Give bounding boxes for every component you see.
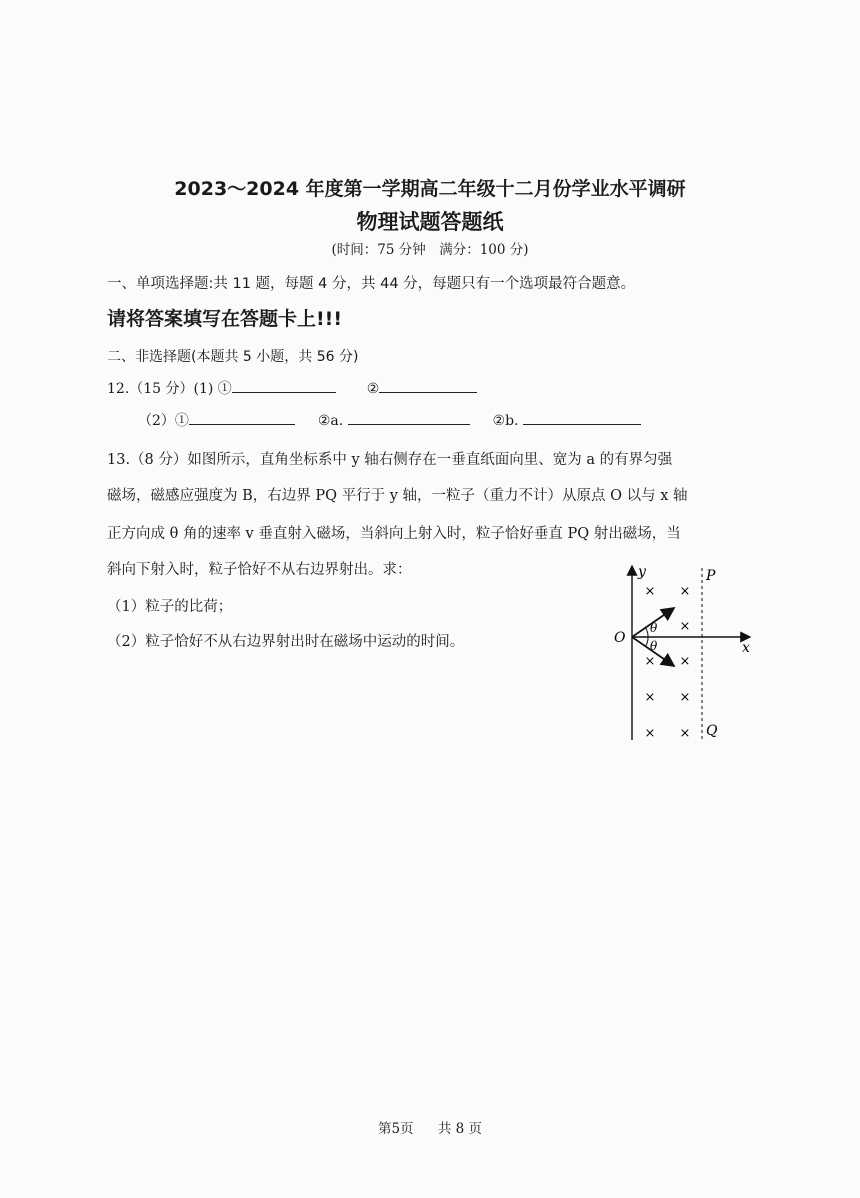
q-label: Q — [706, 723, 718, 739]
field-into-page-mark: × — [679, 654, 691, 669]
angle-arc-up — [645, 627, 648, 637]
field-into-page-mark: × — [644, 726, 656, 741]
section2-heading: 二、非选择题(本题共 5 小题，共 56 分) — [107, 349, 359, 365]
field-into-page-mark: × — [679, 726, 691, 741]
field-into-page-mark: × — [644, 690, 656, 705]
magnetic-field-figure — [608, 560, 768, 750]
time-info: (时间：75 分钟 满分：100 分) — [331, 242, 529, 258]
field-into-page-mark: × — [644, 584, 656, 599]
q12-line1 — [107, 378, 477, 398]
q13-text-line: 13.（8 分）如图所示，直角坐标系中 y 轴右侧存在一垂直纸面向里、宽为 a 的有界匀强 — [107, 452, 673, 468]
p-label: P — [706, 568, 716, 584]
field-into-page-mark: × — [679, 619, 691, 634]
q12-part2-label: （2）① — [138, 413, 189, 429]
q13-text-line: 正方向成 θ 角的速率 v 垂直射入磁场，当斜向上射入时，粒子恰好垂直 PQ 射出磁场，当 — [107, 526, 681, 542]
q12-line2 — [138, 410, 641, 430]
page-total: 共 8 页 — [437, 1121, 483, 1137]
theta-label-down: θ — [650, 639, 658, 653]
page-number: 第5页 — [377, 1121, 414, 1137]
q13-text-line: 斜向下射入时，粒子恰好不从右边界射出。求： — [107, 562, 412, 578]
angle-arc-down — [645, 637, 648, 647]
x-axis-label: x — [742, 640, 750, 656]
q12-part2-mark2a: ②a. — [317, 413, 344, 429]
q12-part1-label: 12.（15 分）(1) ① — [107, 381, 232, 397]
exam-title: 2023～2024 年度第一学期高二年级十二月份学业水平调研 — [174, 178, 686, 200]
answer-card-notice: 请将答案填写在答题卡上!!! — [107, 308, 342, 330]
q13-sub2: （2）粒子恰好不从右边界射出时在磁场中运动的时间。 — [107, 634, 465, 650]
q13-sub1: （1）粒子的比荷； — [107, 599, 233, 615]
q12-1-1-answer-blank[interactable] — [232, 378, 336, 393]
q12-2-2b-answer-blank[interactable] — [523, 410, 641, 425]
page-footer — [0, 1117, 860, 1137]
field-into-page-mark: × — [679, 584, 691, 599]
origin-label: O — [614, 630, 626, 646]
q13-text-line: 磁场，磁感应强度为 B，右边界 PQ 平行于 y 轴，一粒子（重力不计）从原点 O 以与 x 轴 — [107, 488, 688, 504]
theta-label-up: θ — [650, 621, 658, 635]
y-axis-label: y — [638, 564, 646, 580]
q12-part1-mark2: ② — [366, 381, 380, 397]
q12-1-2-answer-blank[interactable] — [379, 378, 477, 393]
section1-heading: 一、单项选择题:共 11 题，每题 4 分，共 44 分，每题只有一个选项最符合题意。 — [107, 276, 636, 292]
q12-2-1-answer-blank[interactable] — [189, 410, 295, 425]
q12-2-2a-answer-blank[interactable] — [348, 410, 470, 425]
field-into-page-mark: × — [644, 654, 656, 669]
field-into-page-mark: × — [679, 690, 691, 705]
q12-part2-mark2b: ②b. — [492, 413, 519, 429]
exam-subtitle: 物理试题答题纸 — [356, 210, 504, 234]
